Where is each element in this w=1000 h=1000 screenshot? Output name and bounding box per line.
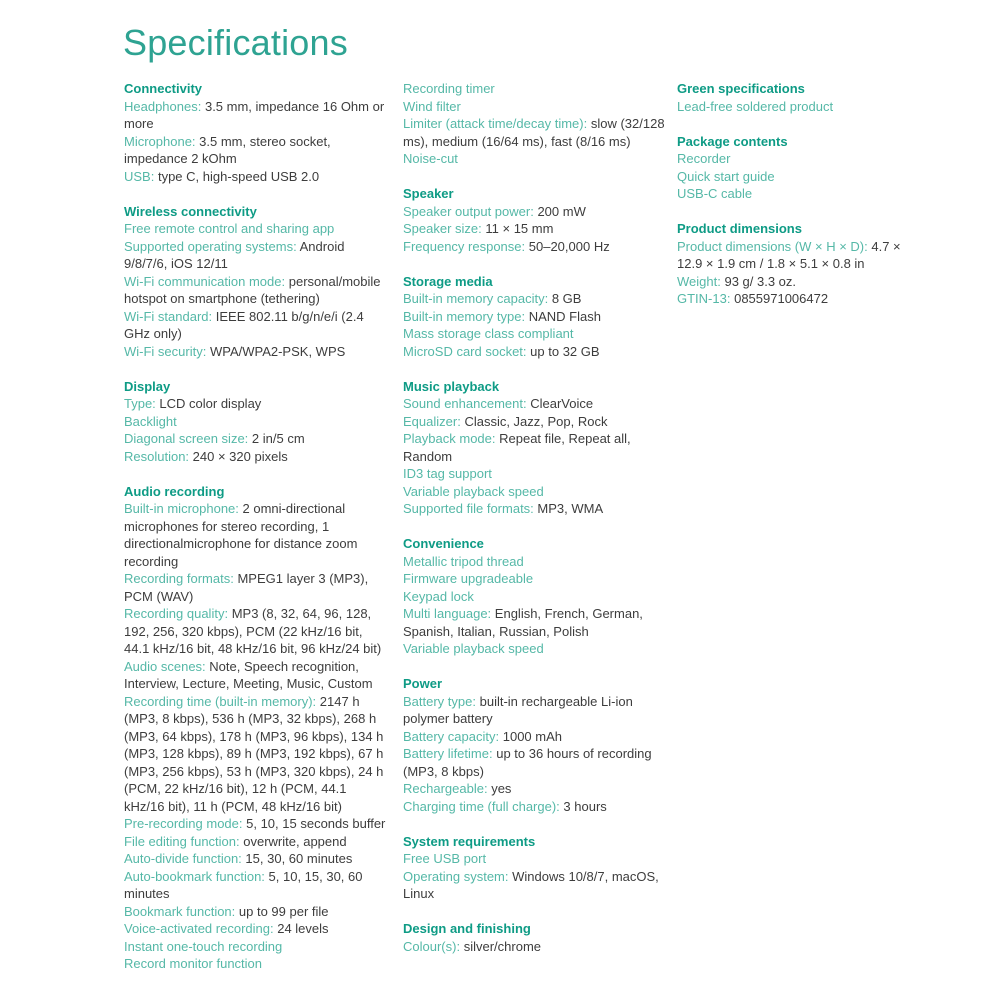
spec-item: [124, 658, 389, 693]
spec-item: [124, 868, 389, 903]
spec-label: Type:: [124, 396, 156, 411]
spec-item: [677, 150, 919, 168]
spec-label: Built-in memory type:: [403, 308, 526, 324]
spec-item: [403, 430, 666, 465]
spec-value: 2 in/5 cm: [251, 431, 305, 446]
spec-label: Weight:: [677, 273, 721, 289]
spec-section: [403, 920, 666, 955]
spec-item: [124, 133, 389, 168]
spec-value: WPA/WPA2-PSK, WPS: [209, 343, 346, 359]
spec-item: [403, 220, 666, 238]
spec-label: Variable playback speed: [403, 641, 544, 656]
spec-section: [677, 80, 919, 115]
spec-value: up to 99 per file: [238, 903, 329, 919]
spec-item: [124, 693, 389, 816]
spec-item: [403, 98, 666, 116]
spec-item: [124, 570, 389, 605]
spec-section: [677, 220, 919, 308]
spec-item: [124, 308, 389, 343]
spec-label: Headphones:: [124, 98, 202, 114]
spec-item: [403, 728, 666, 746]
section-heading: Convenience: [403, 536, 484, 551]
spec-label: Microphone:: [124, 133, 196, 149]
spec-section: [124, 80, 389, 185]
spec-label: Speaker output power:: [403, 203, 534, 219]
spec-item: [403, 780, 666, 798]
spec-item: [124, 98, 389, 133]
spec-item: [403, 203, 666, 221]
spec-value: 8 GB: [551, 291, 582, 306]
spec-section: [677, 133, 919, 203]
spec-label: Variable playback speed: [403, 483, 544, 499]
spec-value: yes: [491, 781, 512, 796]
spec-label: Metallic tripod thread: [403, 553, 524, 569]
spec-section: [403, 833, 666, 903]
spec-item: [403, 325, 666, 343]
spec-item: [677, 185, 919, 203]
spec-item: [124, 605, 389, 658]
spec-value: 2147 h (MP3, 8 kbps), 536 h (MP3, 32 kbps), 268 h (MP3, 64 kbps), 178 h (MP3, 96 kbps), 134 h (MP3, 128 kbps), 89 h (MP3, 192 kbps), 67 h (MP3, 256 kbps), 53 h (MP3, 320 kbps), 24 h (PCM, 22 kHz/16 bit), 12 h (PCM, 44.1 kHz/16 bit), 11 h (PCM, 48 kHz/16 bit): [124, 693, 384, 814]
spec-item: [124, 430, 389, 448]
spec-item: [403, 465, 666, 483]
spec-item: [403, 80, 666, 98]
spec-label: Lead-free soldered product: [677, 98, 834, 114]
spec-column-2: [403, 80, 666, 973]
spec-label: Battery capacity:: [403, 728, 500, 744]
spec-value: 0855971006472: [734, 291, 829, 306]
spec-value: 3.5 mm, impedance 16 Ohm or more: [124, 98, 385, 131]
spec-item: [403, 500, 666, 518]
spec-item: [403, 640, 666, 658]
spec-value: English, French, German, Spanish, Italian, Russian, Polish: [403, 606, 643, 639]
spec-section: [124, 203, 389, 361]
spec-value: slow (32/128 ms), medium (16/64 ms), fast (8/16 ms): [403, 116, 665, 149]
spec-value: 4.7 × 12.9 × 1.9 cm / 1.8 × 5.1 × 0.8 in: [677, 238, 901, 271]
spec-item: [124, 220, 389, 238]
spec-item: [403, 308, 666, 326]
spec-label: Recording timer: [403, 81, 495, 96]
spec-label: Keypad lock: [403, 588, 474, 604]
spec-section: [124, 483, 389, 973]
spec-label: ID3 tag support: [403, 466, 492, 481]
spec-value: MP3, WMA: [537, 501, 604, 516]
spec-value: personal/mobile hotspot on smartphone (tethering): [124, 273, 381, 306]
section-heading: Audio recording: [124, 483, 225, 499]
spec-item: [403, 745, 666, 780]
spec-label: Charging time (full charge):: [403, 798, 560, 814]
spec-value: built-in rechargeable Li-ion polymer battery: [403, 693, 633, 726]
page-title: Specifications: [123, 22, 348, 63]
spec-section: [403, 273, 666, 361]
spec-value: LCD color display: [159, 396, 262, 411]
spec-label: Instant one-touch recording: [124, 938, 283, 954]
spec-label: Operating system:: [403, 868, 509, 884]
spec-item: [403, 850, 666, 868]
spec-value: Android 9/8/7/6, iOS 12/11: [124, 238, 345, 271]
spec-item: [124, 500, 389, 570]
spec-value: 93 g/ 3.3 oz.: [724, 273, 797, 289]
spec-label: File editing function:: [124, 833, 240, 849]
spec-label: Frequency response:: [403, 238, 526, 254]
spec-item: [403, 483, 666, 501]
spec-label: Battery lifetime:: [403, 746, 493, 761]
spec-value: 3.5 mm, stereo socket, impedance 2 kOhm: [124, 133, 331, 166]
spec-label: Recorder: [677, 151, 731, 166]
spec-item: [124, 955, 389, 973]
section-heading: Design and finishing: [403, 921, 531, 936]
spec-label: Product dimensions (W × H × D):: [677, 238, 868, 254]
spec-value: 2 omni-directional microphones for stereo recording, 1 directionalmicrophone for distance zoom recording: [124, 501, 358, 569]
spec-label: Recording quality:: [124, 606, 229, 621]
spec-label: Bookmark function:: [124, 903, 236, 919]
section-heading: Music playback: [403, 378, 500, 394]
spec-item: [124, 343, 389, 361]
spec-item: [403, 605, 666, 640]
spec-value: ClearVoice: [530, 396, 594, 411]
spec-item: [403, 938, 666, 956]
spec-label: Record monitor function: [124, 956, 263, 971]
spec-label: Wi-Fi security:: [124, 343, 207, 359]
spec-label: Supported operating systems:: [124, 238, 297, 254]
spec-label: Audio scenes:: [124, 658, 206, 674]
spec-value: MPEG1 layer 3 (MP3), PCM (WAV): [124, 571, 369, 604]
spec-label: Colour(s):: [403, 938, 461, 954]
spec-value: 5, 10, 15, 30, 60 minutes: [124, 868, 363, 901]
spec-value: 11 × 15 mm: [485, 221, 554, 236]
spec-label: MicroSD card socket:: [403, 343, 527, 359]
spec-item: [403, 343, 666, 361]
spec-label: Speaker size:: [403, 221, 482, 236]
spec-label: Battery type:: [403, 693, 476, 709]
spec-section: [403, 185, 666, 255]
spec-value: Windows 10/8/7, macOS, Linux: [403, 868, 659, 901]
spec-value: IEEE 802.11 b/g/n/e/i (2.4 GHz only): [124, 308, 364, 341]
spec-label: Noise-cut: [403, 151, 458, 166]
spec-item: [403, 570, 666, 588]
spec-column-1: [124, 80, 389, 990]
spec-item: [124, 395, 389, 413]
section-heading: Package contents: [677, 133, 788, 149]
spec-item: [124, 850, 389, 868]
spec-section: [403, 80, 666, 168]
spec-item: [403, 588, 666, 606]
spec-value: 3 hours: [563, 798, 607, 814]
spec-label: USB:: [124, 168, 155, 184]
spec-label: Firmware upgradeable: [403, 571, 534, 586]
spec-column-3: [677, 80, 919, 325]
spec-item: [403, 290, 666, 308]
spec-item: [403, 798, 666, 816]
spec-label: Playback mode:: [403, 431, 496, 446]
section-heading: Display: [124, 378, 171, 394]
spec-label: GTIN-13:: [677, 291, 731, 306]
spec-section: [403, 535, 666, 658]
section-heading: Green specifications: [677, 81, 805, 96]
spec-item: [124, 168, 389, 186]
spec-value: Note, Speech recognition, Interview, Lecture, Meeting, Music, Custom: [124, 658, 373, 691]
spec-value: type C, high-speed USB 2.0: [157, 168, 320, 184]
spec-label: Quick start guide: [677, 168, 775, 184]
spec-item: [124, 833, 389, 851]
spec-value: up to 32 GB: [530, 343, 600, 359]
spec-label: Auto-bookmark function:: [124, 868, 265, 884]
spec-item: [124, 920, 389, 938]
spec-label: Diagonal screen size:: [124, 431, 249, 446]
spec-value: Classic, Jazz, Pop, Rock: [464, 413, 608, 429]
spec-item: [403, 868, 666, 903]
spec-value: 5, 10, 15 seconds buffer: [246, 816, 386, 831]
spec-label: Built-in memory capacity:: [403, 291, 549, 306]
section-heading: System requirements: [403, 833, 536, 849]
spec-label: Free remote control and sharing app: [124, 221, 335, 236]
spec-value: Repeat file, Repeat all, Random: [403, 431, 631, 464]
spec-label: Wi-Fi standard:: [124, 308, 213, 324]
spec-label: Mass storage class compliant: [403, 326, 574, 341]
spec-label: Voice-activated recording:: [124, 921, 274, 936]
spec-label: Supported file formats:: [403, 501, 534, 516]
spec-item: [403, 413, 666, 431]
section-heading: Power: [403, 676, 443, 691]
spec-section: [403, 675, 666, 815]
spec-item: [677, 168, 919, 186]
spec-label: USB-C cable: [677, 186, 753, 201]
spec-value: 1000 mAh: [502, 728, 562, 744]
spec-value: up to 36 hours of recording (MP3, 8 kbps): [403, 746, 652, 779]
spec-label: Resolution:: [124, 448, 190, 464]
spec-value: 200 mW: [537, 203, 586, 219]
spec-value: 50–20,000 Hz: [528, 238, 610, 254]
spec-item: [677, 273, 919, 291]
spec-label: Multi language:: [403, 606, 492, 621]
spec-item: [403, 693, 666, 728]
spec-item: [403, 553, 666, 571]
spec-label: Equalizer:: [403, 413, 461, 429]
spec-label: Recording formats:: [124, 571, 234, 586]
spec-label: Wi-Fi communication mode:: [124, 273, 286, 289]
spec-label: Sound enhancement:: [403, 396, 527, 411]
spec-value: 15, 30, 60 minutes: [245, 851, 353, 866]
spec-item: [124, 413, 389, 431]
spec-label: Backlight: [124, 413, 177, 429]
spec-label: Free USB port: [403, 851, 487, 866]
section-heading: Speaker: [403, 186, 454, 201]
spec-item: [124, 938, 389, 956]
spec-item: [677, 290, 919, 308]
spec-label: Limiter (attack time/decay time):: [403, 116, 588, 131]
spec-label: Pre-recording mode:: [124, 816, 243, 831]
spec-section: [403, 378, 666, 518]
spec-value: 24 levels: [277, 921, 329, 936]
spec-value: silver/chrome: [463, 938, 541, 954]
spec-item: [124, 273, 389, 308]
spec-value: MP3 (8, 32, 64, 96, 128, 192, 256, 320 kbps), PCM (22 kHz/16 bit, 44.1 kHz/16 bit, 48 kHz/16 bit, 96 kHz/24 bit): [124, 606, 382, 656]
spec-value: NAND Flash: [528, 308, 601, 324]
spec-label: Rechargeable:: [403, 781, 488, 796]
section-heading: Connectivity: [124, 81, 203, 96]
section-heading: Storage media: [403, 273, 493, 289]
section-heading: Product dimensions: [677, 221, 802, 236]
spec-section: [124, 378, 389, 466]
spec-value: overwrite, append: [243, 833, 347, 849]
spec-label: Auto-divide function:: [124, 851, 242, 866]
spec-label: Recording time (built-in memory):: [124, 693, 317, 709]
spec-item: [403, 395, 666, 413]
spec-label: Wind filter: [403, 98, 461, 114]
spec-item: [124, 815, 389, 833]
section-heading: Wireless connectivity: [124, 203, 257, 219]
spec-item: [403, 150, 666, 168]
spec-item: [403, 238, 666, 256]
spec-value: 240 × 320 pixels: [192, 448, 288, 464]
spec-item: [677, 238, 919, 273]
spec-item: [677, 98, 919, 116]
spec-item: [403, 115, 666, 150]
spec-label: Built-in microphone:: [124, 501, 239, 516]
spec-item: [124, 448, 389, 466]
spec-item: [124, 903, 389, 921]
spec-item: [124, 238, 389, 273]
